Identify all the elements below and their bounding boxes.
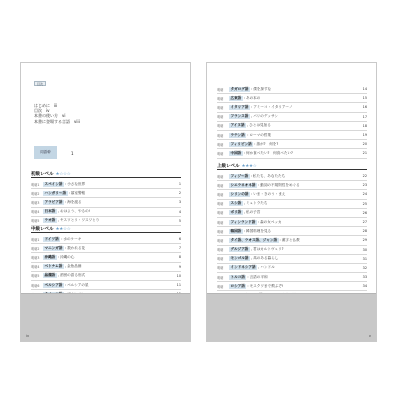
entry-subtitle: 金魚品価 bbox=[67, 264, 82, 269]
entry-page: 32 bbox=[362, 265, 367, 270]
entry-page: 3 bbox=[178, 200, 181, 205]
language-chip: ドイツ語 bbox=[44, 236, 59, 241]
toc-entry[interactable] bbox=[217, 200, 367, 208]
entry-separator: : bbox=[247, 123, 249, 128]
toc-entry[interactable] bbox=[31, 217, 181, 225]
continued-section bbox=[217, 83, 367, 159]
toc-entry[interactable] bbox=[217, 122, 367, 130]
entry-subtitle: 君はカルトヴェリ? bbox=[253, 247, 284, 252]
language-chip: 晶潤語 bbox=[44, 273, 56, 278]
entry-separator: : bbox=[247, 284, 249, 289]
entry-subtitle: 水のケーキ bbox=[63, 236, 82, 241]
toc-entry[interactable] bbox=[31, 244, 181, 252]
language-chip: フランス語 bbox=[230, 114, 249, 119]
entry-subtitle: 数われる花 bbox=[67, 245, 86, 250]
entry-label: 明朝 bbox=[217, 124, 224, 129]
entry-separator: : bbox=[57, 218, 59, 223]
toc-entry[interactable] bbox=[31, 272, 181, 280]
entry-label: 明朝3 bbox=[31, 200, 40, 205]
entry-list bbox=[217, 85, 367, 159]
entry-separator: : bbox=[61, 237, 63, 242]
entry-separator: : bbox=[250, 174, 252, 179]
entry-subtitle: モスクワまで飛ぶぞ! bbox=[249, 283, 284, 288]
entry-subtitle: 森の女ペッカ bbox=[260, 219, 282, 224]
entry-page: 30 bbox=[362, 247, 367, 252]
toc-entry[interactable] bbox=[217, 227, 367, 235]
entry-separator: : bbox=[64, 182, 67, 187]
toc-entry[interactable] bbox=[217, 149, 367, 157]
entry-separator: : bbox=[68, 191, 70, 196]
toc-entry[interactable] bbox=[31, 189, 181, 197]
front-matter-page: viii bbox=[74, 118, 80, 124]
entry-label: 明朝 bbox=[217, 105, 224, 110]
entry-label: 明朝 bbox=[217, 220, 224, 225]
language-chip: ラオ語 bbox=[44, 218, 56, 223]
entry-subtitle: 馬のある暮らし bbox=[253, 256, 279, 261]
entry-page: 26 bbox=[362, 210, 367, 215]
entry-subtitle: パリのデッサン bbox=[253, 114, 278, 119]
entry-separator: : bbox=[250, 87, 253, 92]
language-chip: グルジア語 bbox=[230, 247, 249, 252]
entry-page: 23 bbox=[362, 183, 367, 188]
entry-page: 14 bbox=[362, 87, 367, 92]
basic-section-page: 1 bbox=[71, 151, 74, 156]
entry-label: 明朝5 bbox=[31, 274, 40, 279]
entry-label: 明朝1 bbox=[31, 237, 40, 242]
entry-page: 9 bbox=[178, 264, 181, 269]
entry-page: 25 bbox=[362, 201, 367, 206]
entry-separator: : bbox=[247, 133, 249, 138]
toc-entry[interactable] bbox=[217, 113, 367, 121]
entry-label: 明朝 bbox=[217, 192, 224, 197]
entry-subtitle: 海を渡る bbox=[67, 199, 82, 204]
language-chip: 沖縄語 bbox=[44, 254, 56, 259]
entry-subtitle: ローマの哲業 bbox=[249, 132, 271, 137]
entry-separator: : bbox=[243, 151, 245, 156]
section-title-text: 中級レベル bbox=[31, 227, 54, 232]
entry-label: 明朝 bbox=[217, 248, 224, 253]
entry-subtitle: 墓室警報 bbox=[70, 190, 86, 195]
entry-page: 15 bbox=[362, 96, 367, 101]
section-title bbox=[31, 171, 181, 178]
front-matter-label: 本書に登場する言語 bbox=[34, 118, 70, 124]
entry-page: 33 bbox=[362, 275, 367, 280]
toc-entry[interactable] bbox=[217, 246, 367, 254]
entry-page: 21 bbox=[362, 151, 367, 156]
entry-separator: : bbox=[250, 256, 253, 261]
toc-entry[interactable] bbox=[31, 253, 181, 261]
entry-separator: : bbox=[250, 247, 252, 252]
star-rating-icon: ★★★☆ bbox=[241, 164, 257, 169]
entry-separator: : bbox=[254, 142, 256, 147]
entry-subtitle: 私たち、あなたたち bbox=[252, 173, 286, 178]
entry-label: 明朝 bbox=[217, 142, 224, 147]
entry-label: 明朝2 bbox=[31, 246, 40, 251]
entry-label: 明朝 bbox=[217, 266, 224, 271]
language-chip: タイ語、ラオス語、ジャン語 bbox=[230, 237, 278, 242]
entry-label: 明朝 bbox=[217, 151, 224, 156]
entry-label: 明朝 bbox=[217, 257, 224, 262]
entry-separator: : bbox=[64, 283, 67, 288]
toc-entry[interactable] bbox=[217, 209, 367, 217]
entry-label: 明朝2 bbox=[31, 191, 40, 196]
toc-entry[interactable] bbox=[217, 181, 367, 189]
entry-list bbox=[217, 172, 367, 310]
page-footer-band bbox=[21, 293, 190, 341]
language-chip: 広東語 bbox=[230, 95, 242, 100]
entry-page: 34 bbox=[362, 284, 367, 289]
entry-separator: : bbox=[258, 183, 260, 188]
front-matter-label: 本書の使い方 bbox=[34, 113, 58, 119]
front-matter-label: はじめに bbox=[34, 103, 50, 108]
entry-subtitle: 私の子宮 bbox=[246, 210, 261, 215]
entry-label: 明朝 bbox=[217, 284, 224, 289]
entry-list bbox=[31, 235, 181, 299]
entry-page: 1 bbox=[178, 182, 181, 187]
entry-subtitle: ハンドル bbox=[260, 265, 275, 270]
page-number: v bbox=[368, 334, 371, 338]
entry-separator: : bbox=[250, 114, 253, 119]
section-title bbox=[217, 163, 367, 170]
language-chip: ペルシア語 bbox=[44, 282, 63, 287]
beginner-section bbox=[31, 171, 181, 226]
entry-label: 明朝 bbox=[217, 133, 224, 138]
language-chip: フィジー語 bbox=[230, 173, 249, 178]
toc-entry[interactable] bbox=[217, 140, 367, 148]
language-chip: フィリピン語 bbox=[230, 141, 252, 146]
entry-page: 10 bbox=[176, 273, 181, 278]
language-chip: アイヌ語 bbox=[230, 123, 245, 128]
entry-separator: : bbox=[250, 192, 253, 197]
toc-entry[interactable] bbox=[217, 273, 367, 281]
language-chip: 中国語 bbox=[230, 150, 242, 155]
entry-separator: : bbox=[243, 229, 245, 234]
intermediate-section bbox=[31, 226, 181, 299]
entry-subtitle: 何か食べたい? 何食べたい? bbox=[246, 150, 293, 155]
entry-subtitle: 韓国料理を見る bbox=[246, 228, 272, 233]
entry-page: 29 bbox=[362, 238, 367, 243]
right-page bbox=[206, 62, 377, 342]
left-page bbox=[20, 62, 191, 342]
entry-page: 31 bbox=[362, 256, 367, 261]
language-chip: イタリア語 bbox=[230, 104, 249, 109]
entry-subtitle: 酒団の語る形式 bbox=[60, 273, 86, 278]
entry-label: 明朝4 bbox=[31, 265, 40, 270]
language-chip: インドネシア語 bbox=[230, 265, 256, 270]
entry-separator: : bbox=[64, 264, 67, 269]
language-chip: ラテン語 bbox=[230, 132, 245, 137]
page-number: iv bbox=[26, 334, 30, 338]
entry-label: 明朝4 bbox=[31, 210, 40, 215]
entry-page: 6 bbox=[178, 237, 181, 242]
entry-separator: : bbox=[243, 96, 245, 101]
front-matter-label: 目次 bbox=[34, 108, 42, 114]
entry-subtitle: ヤスワとリ・ワスワとり bbox=[60, 218, 100, 223]
toc-entry[interactable] bbox=[31, 198, 181, 206]
entry-label: 明朝 bbox=[217, 211, 224, 216]
entry-page: 4 bbox=[178, 209, 181, 214]
language-chip: ハンガリー語 bbox=[44, 190, 67, 195]
entry-divider bbox=[217, 158, 367, 159]
entry-label: 明朝 bbox=[217, 87, 224, 92]
entry-separator: : bbox=[258, 265, 260, 270]
section-title bbox=[31, 226, 181, 233]
advanced-section bbox=[217, 163, 367, 310]
language-chip: 日本語 bbox=[44, 209, 56, 214]
entry-separator: : bbox=[243, 201, 245, 206]
entry-page: 22 bbox=[362, 174, 367, 179]
section-title-text: 上級レベル bbox=[217, 164, 240, 169]
entry-label: 明朝 bbox=[217, 174, 224, 179]
front-matter-page: iv bbox=[46, 108, 50, 114]
entry-label: 明朝 bbox=[217, 202, 224, 207]
entry-separator: : bbox=[64, 200, 67, 205]
entry-label: 明朝 bbox=[217, 115, 224, 120]
toc-entry[interactable] bbox=[31, 263, 181, 271]
language-chip: タガログ語 bbox=[230, 86, 249, 91]
entry-label: 明朝1 bbox=[31, 182, 40, 187]
toc-entry[interactable] bbox=[217, 264, 367, 272]
language-chip: トルコ語 bbox=[230, 274, 245, 279]
entry-separator: : bbox=[279, 238, 281, 243]
language-chip: ロシア語 bbox=[230, 283, 245, 288]
toc-entry[interactable] bbox=[217, 236, 367, 244]
toc-entry[interactable] bbox=[217, 218, 367, 226]
entry-subtitle: 漢字と仏教 bbox=[281, 237, 300, 242]
entry-page: 5 bbox=[178, 218, 181, 223]
front-matter-list bbox=[34, 103, 104, 124]
entry-page: 2 bbox=[178, 191, 181, 196]
toc-entry[interactable] bbox=[217, 131, 367, 139]
entry-subtitle: 僕を探すな bbox=[253, 86, 272, 91]
page-footer-band bbox=[207, 293, 376, 341]
entry-page: 27 bbox=[362, 220, 367, 225]
entry-page: 18 bbox=[362, 123, 367, 128]
entry-separator: : bbox=[243, 210, 245, 215]
entry-label: 明朝6 bbox=[31, 283, 40, 288]
language-chip: 韓国語 bbox=[230, 228, 242, 233]
entry-separator: : bbox=[64, 246, 67, 251]
entry-subtitle: ミュトラたち bbox=[246, 201, 268, 206]
entry-subtitle: ペルシアの星 bbox=[67, 282, 89, 287]
entry-subtitle: 小さな世界 bbox=[67, 181, 86, 186]
entry-page: 11 bbox=[176, 283, 181, 288]
entry-page: 17 bbox=[362, 114, 367, 119]
language-chip: スシ語 bbox=[230, 201, 242, 206]
language-chip: マニンガ語 bbox=[44, 245, 63, 250]
toc-entry[interactable] bbox=[31, 180, 181, 188]
toc-entry[interactable] bbox=[217, 94, 367, 102]
language-chip: モンゴル語 bbox=[230, 256, 249, 261]
entry-subtitle: 動詞の不規則性をめぐる bbox=[260, 182, 300, 187]
toc-entry[interactable] bbox=[31, 208, 181, 216]
toc-entry[interactable] bbox=[217, 172, 367, 180]
language-chip: アラビア語 bbox=[44, 199, 63, 204]
language-chip: ポリ語 bbox=[230, 210, 242, 215]
entry-page: 20 bbox=[362, 142, 367, 147]
entry-label: 明朝 bbox=[217, 96, 224, 101]
star-rating-icon: ★★☆☆ bbox=[55, 227, 71, 232]
toc-entry[interactable] bbox=[217, 190, 367, 198]
entry-label: 明朝 bbox=[217, 229, 224, 234]
toc-entry[interactable] bbox=[31, 281, 181, 289]
entry-label: 明朝 bbox=[217, 238, 224, 243]
entry-page: 8 bbox=[178, 255, 181, 260]
entry-subtitle: いま・きのう・まえ bbox=[253, 191, 286, 196]
entry-page: 28 bbox=[362, 229, 367, 234]
entry-page: 16 bbox=[362, 105, 367, 110]
contents-tag: 目次 bbox=[34, 81, 46, 86]
toc-entry[interactable] bbox=[217, 85, 367, 93]
entry-label: 明朝 bbox=[217, 183, 224, 188]
entry-subtitle: 沖縄の心 bbox=[60, 254, 75, 259]
entry-separator: : bbox=[250, 105, 253, 110]
entry-subtitle: アミーコ・イタリアーノ bbox=[253, 104, 293, 109]
star-rating-icon: ★☆☆☆ bbox=[55, 172, 71, 177]
language-chip: スペイン語 bbox=[44, 181, 63, 186]
entry-page: 7 bbox=[178, 246, 181, 251]
entry-subtitle: ひとは見捨る bbox=[249, 123, 271, 128]
entry-separator: : bbox=[257, 220, 260, 225]
entry-subtitle: 言語の平和 bbox=[249, 274, 268, 279]
entry-label: 明朝 bbox=[217, 275, 224, 280]
entry-list bbox=[31, 180, 181, 226]
language-chip: フィンランド語 bbox=[230, 219, 256, 224]
entry-label: 明朝3 bbox=[31, 255, 40, 260]
entry-separator: : bbox=[57, 255, 59, 260]
entry-subtitle: あの本の bbox=[246, 95, 261, 100]
entry-separator: : bbox=[57, 209, 59, 214]
entry-page: 24 bbox=[362, 192, 367, 197]
entry-separator: : bbox=[247, 275, 249, 280]
basic-section-box[interactable]: 同語幹 bbox=[34, 146, 57, 159]
toc-entry[interactable] bbox=[217, 103, 367, 111]
entry-page: 19 bbox=[362, 133, 367, 138]
front-matter-page: vi bbox=[62, 113, 66, 119]
language-chip: ベトナム語 bbox=[44, 264, 63, 269]
entry-subtitle: 誰が? 何を? bbox=[256, 141, 279, 146]
entry-label: 明朝5 bbox=[31, 219, 40, 224]
toc-entry[interactable] bbox=[31, 235, 181, 243]
section-title-text: 初級レベル bbox=[31, 172, 54, 177]
toc-entry[interactable] bbox=[217, 255, 367, 263]
language-chip: シリンの語 bbox=[230, 191, 249, 196]
entry-separator: : bbox=[57, 273, 59, 278]
toc-entry[interactable] bbox=[217, 282, 367, 290]
language-chip: シエラネオネ語 bbox=[230, 182, 256, 187]
front-matter-page: iii bbox=[54, 103, 58, 108]
front-matter-item[interactable] bbox=[34, 119, 104, 124]
entry-subtitle: おはよう、やるの! bbox=[60, 209, 91, 214]
